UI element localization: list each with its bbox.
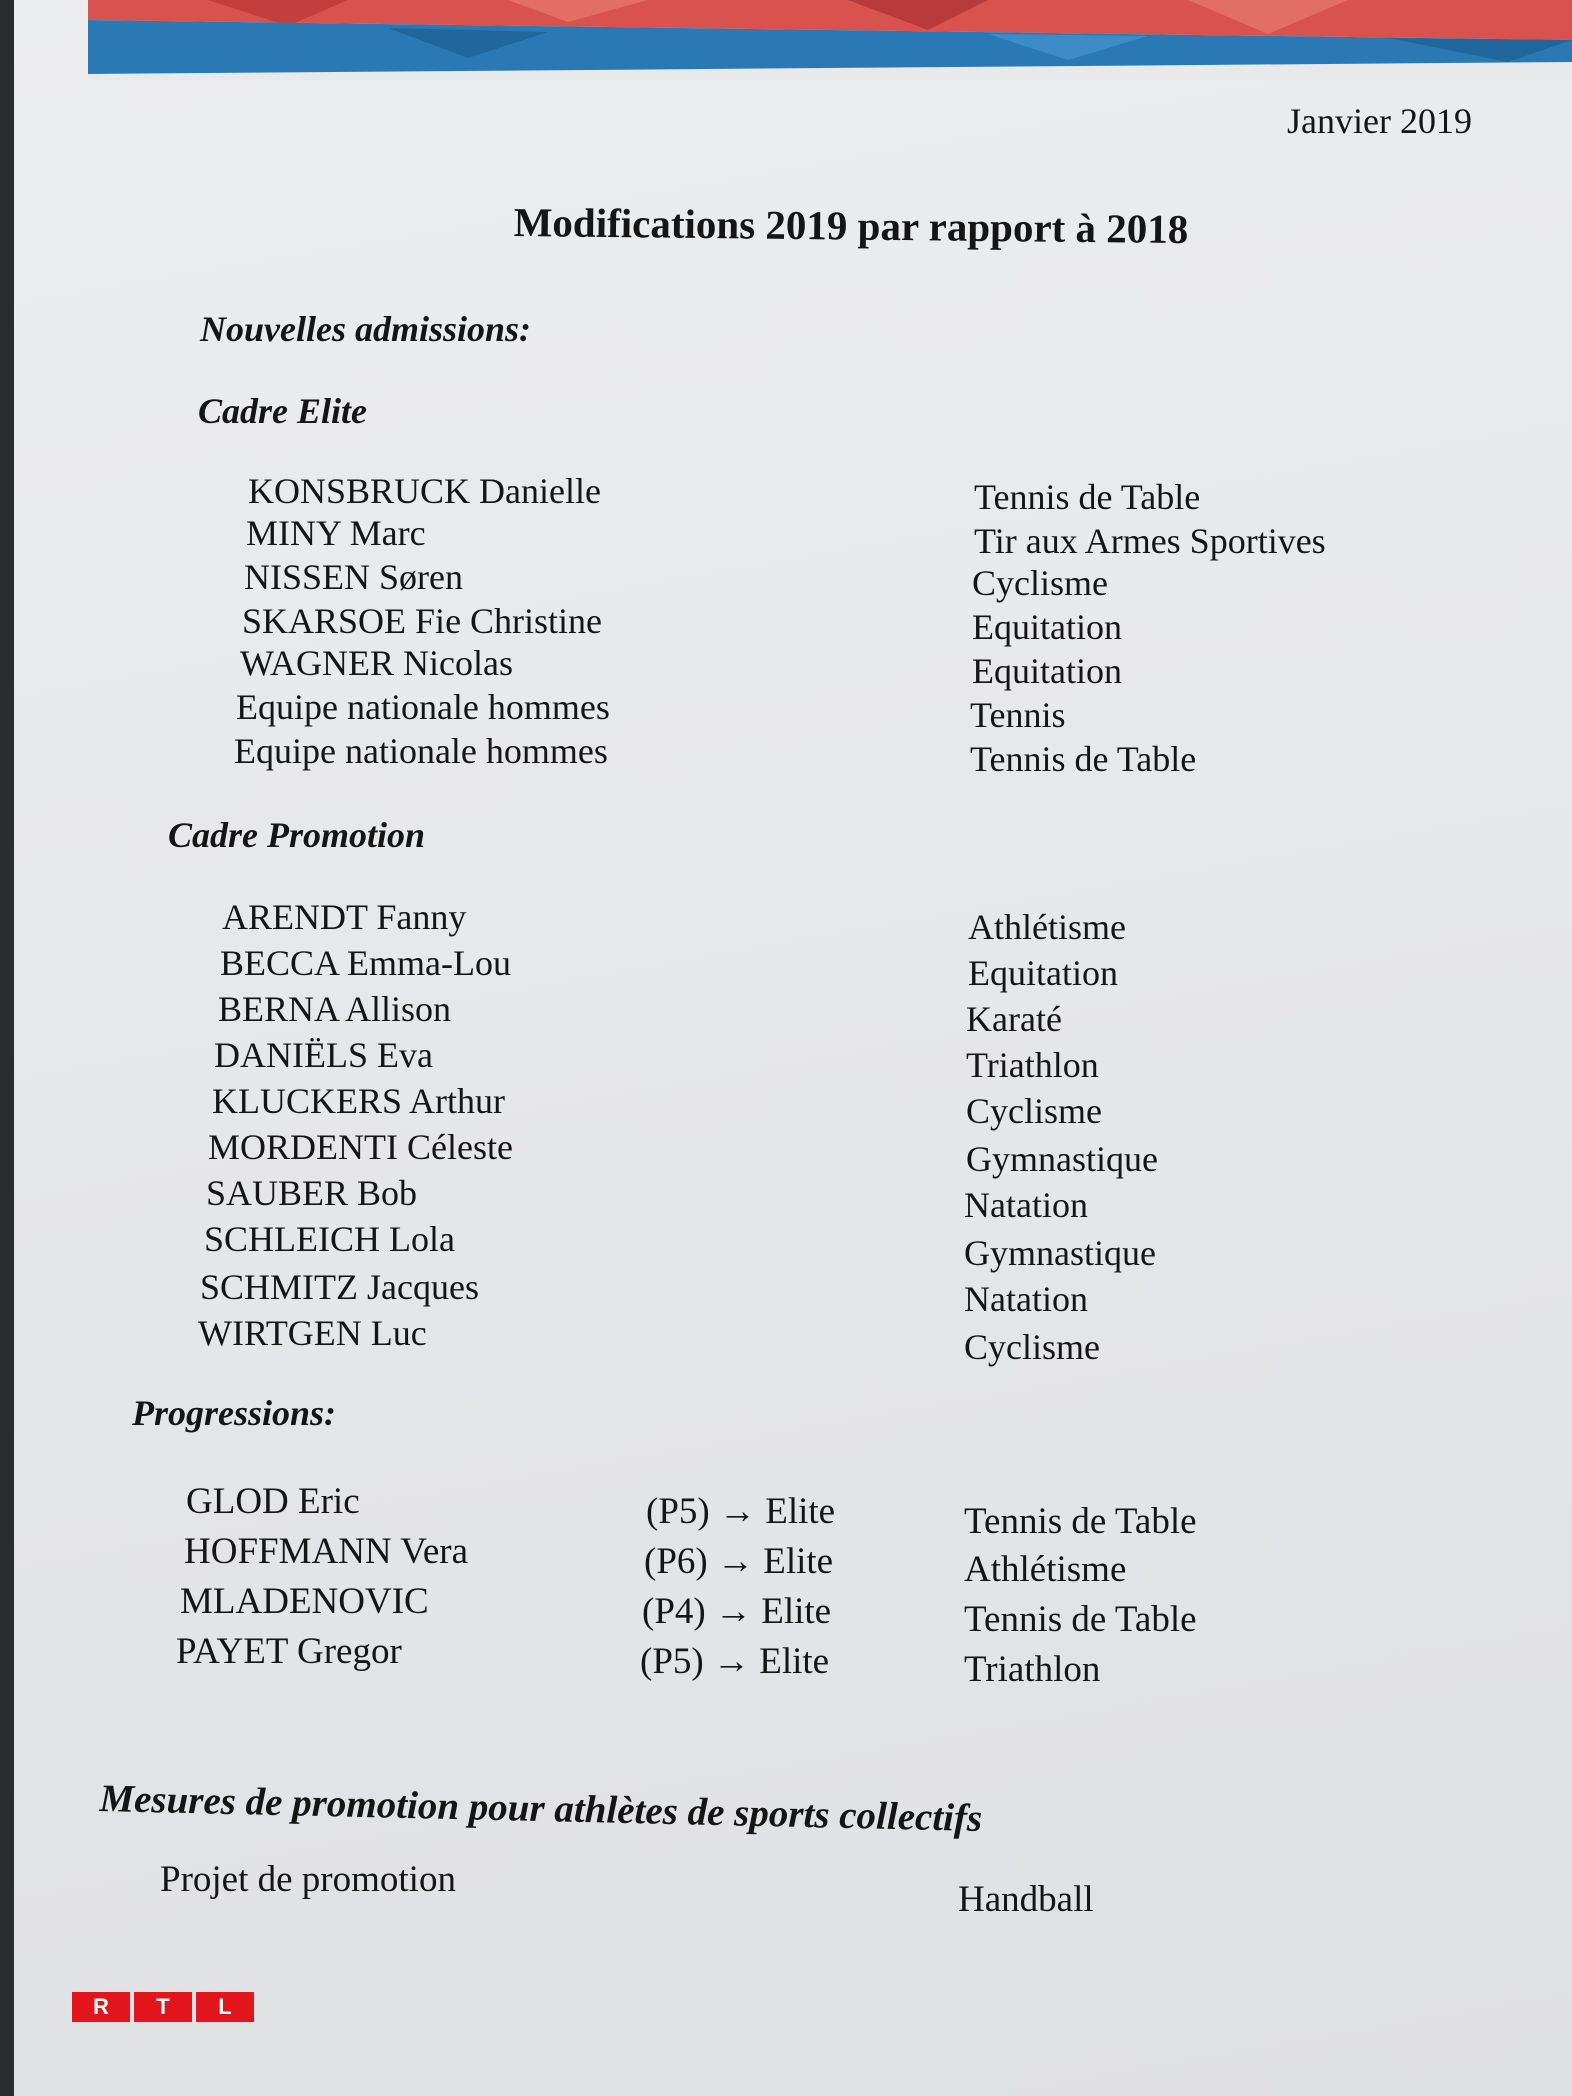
elite-name: SKARSOE Fie Christine xyxy=(242,601,603,641)
decorative-banner xyxy=(88,0,1572,80)
elite-name: WAGNER Nicolas xyxy=(240,643,513,683)
promotion-sport: Cyclisme xyxy=(964,1327,1100,1367)
subsection-heading-cadre-promotion: Cadre Promotion xyxy=(168,815,426,855)
document-page xyxy=(14,0,1572,2096)
promotion-name: SAUBER Bob xyxy=(206,1173,418,1213)
progression-name: GLOD Eric xyxy=(186,1481,360,1522)
section-heading-mesures: Mesures de promotion pour athlètes de sports collectifs xyxy=(99,1776,983,1841)
progression-change: (P4) → Elite xyxy=(642,1591,832,1632)
promotion-sport: Equitation xyxy=(968,953,1118,993)
elite-sport: Cyclisme xyxy=(972,563,1108,603)
elite-name: Equipe nationale hommes xyxy=(236,687,610,727)
promotion-name: SCHMITZ Jacques xyxy=(200,1267,479,1307)
progression-sport: Tennis de Table xyxy=(964,1599,1197,1640)
progression-name: MLADENOVIC xyxy=(180,1581,429,1622)
rtl-logo xyxy=(72,1992,254,2022)
promotion-name: WIRTGEN Luc xyxy=(198,1313,427,1353)
progression-name: PAYET Gregor xyxy=(176,1631,402,1672)
elite-name: NISSEN Søren xyxy=(244,557,464,597)
elite-sport: Tennis de Table xyxy=(970,739,1197,779)
rtl-logo-letter: L xyxy=(196,1992,254,2022)
progression-sport: Athlétisme xyxy=(964,1549,1127,1590)
promotion-name: MORDENTI Céleste xyxy=(208,1127,513,1167)
elite-sport: Tennis xyxy=(970,695,1066,735)
progression-change: (P5) → Elite xyxy=(640,1641,830,1682)
promotion-name: BERNA Allison xyxy=(218,989,452,1029)
elite-name: Equipe nationale hommes xyxy=(234,731,608,771)
promotion-name: BECCA Emma-Lou xyxy=(220,943,511,983)
promotion-sport: Athlétisme xyxy=(968,907,1126,947)
document-date: Janvier 2019 xyxy=(1287,101,1472,141)
rtl-logo-letter: R xyxy=(72,1992,130,2022)
promotion-name: ARENDT Fanny xyxy=(222,897,467,937)
elite-sport: Tir aux Armes Sportives xyxy=(974,521,1326,561)
elite-sport: Tennis de Table xyxy=(974,477,1201,517)
elite-name: KONSBRUCK Danielle xyxy=(248,471,601,511)
elite-name: MINY Marc xyxy=(246,513,426,553)
promotion-sport: Gymnastique xyxy=(964,1233,1156,1273)
document-title: Modifications 2019 par rapport à 2018 xyxy=(513,198,1189,253)
mesures-sport: Handball xyxy=(958,1879,1094,1920)
promotion-sport: Triathlon xyxy=(966,1045,1099,1085)
promotion-name: SCHLEICH Lola xyxy=(204,1219,455,1259)
promotion-name: DANIËLS Eva xyxy=(214,1035,433,1075)
elite-sport: Equitation xyxy=(972,607,1122,647)
promotion-sport: Cyclisme xyxy=(966,1091,1102,1131)
mesures-name: Projet de promotion xyxy=(160,1859,456,1900)
rtl-logo-letter: T xyxy=(134,1992,192,2022)
progression-sport: Triathlon xyxy=(964,1649,1101,1690)
promotion-sport: Karaté xyxy=(966,999,1062,1039)
progression-sport: Tennis de Table xyxy=(964,1501,1197,1542)
section-heading-nouvelles-admissions: Nouvelles admissions: xyxy=(200,309,532,349)
promotion-name: KLUCKERS Arthur xyxy=(212,1081,506,1121)
promotion-sport: Natation xyxy=(964,1185,1088,1225)
promotion-sport: Gymnastique xyxy=(966,1139,1158,1179)
elite-sport: Equitation xyxy=(972,651,1122,691)
progression-name: HOFFMANN Vera xyxy=(184,1531,469,1572)
progression-change: (P6) → Elite xyxy=(644,1541,834,1582)
section-heading-progressions: Progressions: xyxy=(132,1393,337,1433)
progression-change: (P5) → Elite xyxy=(646,1491,836,1532)
subsection-heading-cadre-elite: Cadre Elite xyxy=(198,391,367,431)
promotion-sport: Natation xyxy=(964,1279,1088,1319)
